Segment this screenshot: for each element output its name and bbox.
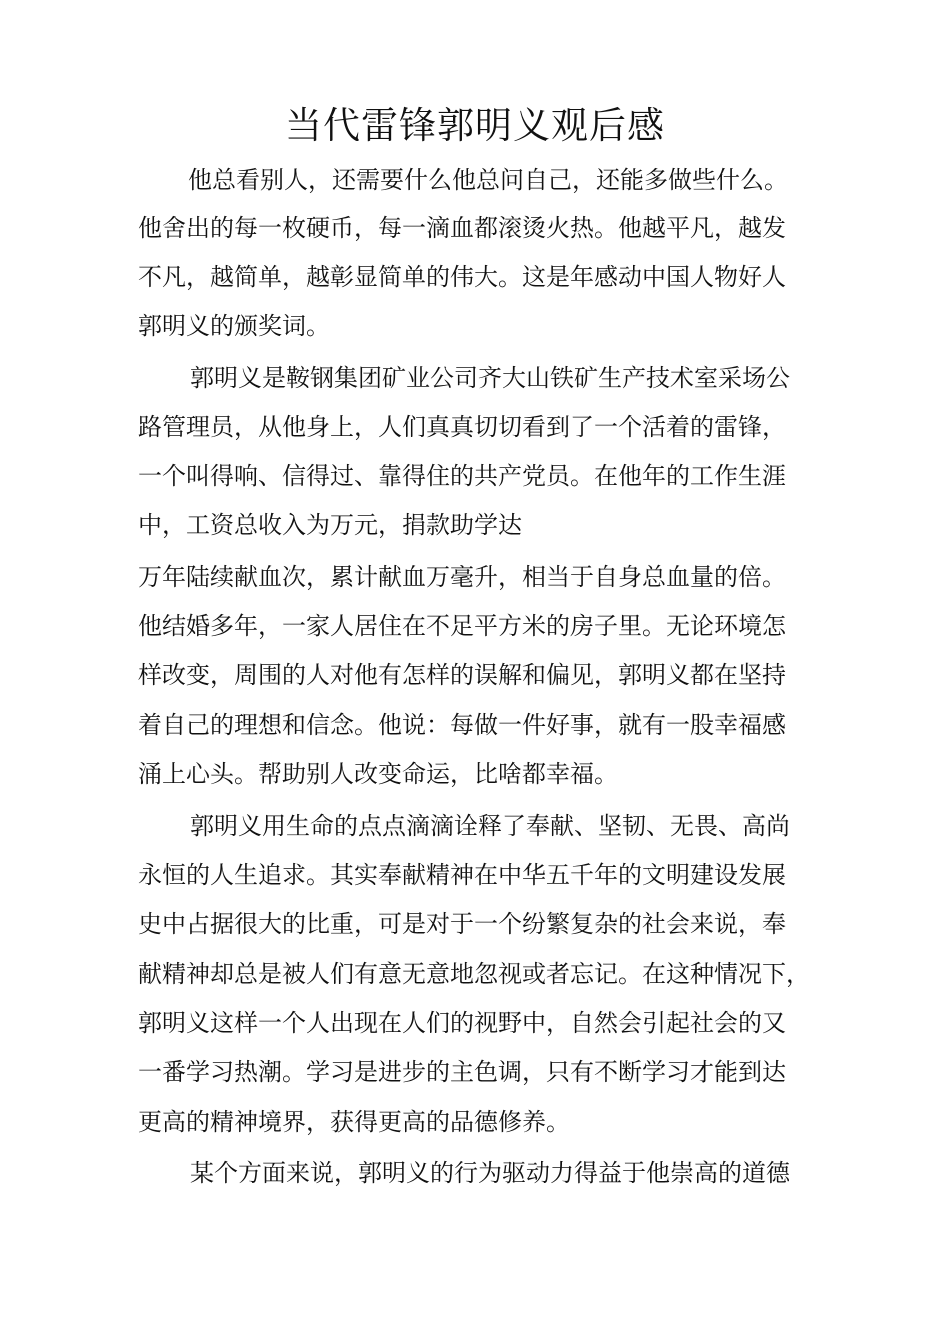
text-line-12: 着自己的理想和信念。他说：每做一件好事，就有一股幸福感 [138, 711, 786, 739]
text-line-17: 献精神却总是被人们有意无意地忽视或者忘记。在这种情况下， [138, 960, 810, 988]
text-line-16: 史中占据很大的比重，可是对于一个纷繁复杂的社会来说，奉 [138, 910, 786, 938]
text-line-10: 他结婚多年，一家人居住在不足平方米的房子里。无论环境怎 [138, 612, 786, 640]
text-line-14: 郭明义用生命的点点滴滴诠释了奉献、坚韧、无畏、高尚 [190, 812, 790, 840]
text-line-5: 郭明义是鞍钢集团矿业公司齐大山铁矿生产技术室采场公 [190, 364, 790, 392]
text-line-6: 路管理员，从他身上，人们真真切切看到了一个活着的雷锋， [138, 413, 786, 441]
text-line-20: 更高的精神境界，获得更高的品德修养。 [138, 1108, 570, 1136]
text-line-8: 中，工资总收入为万元，捐款助学达 [138, 511, 522, 539]
text-line-21: 某个方面来说，郭明义的行为驱动力得益于他崇高的道德 [190, 1159, 790, 1187]
text-line-3: 不凡，越简单，越彰显简单的伟大。这是年感动中国人物好人 [138, 263, 786, 291]
text-line-15: 永恒的人生追求。其实奉献精神在中华五千年的文明建设发展 [138, 861, 786, 889]
text-line-19: 一番学习热潮。学习是进步的主色调，只有不断学习才能到达 [138, 1058, 786, 1086]
text-line-7: 一个叫得响、信得过、靠得住的共产党员。在他年的工作生涯 [138, 462, 786, 490]
text-line-18: 郭明义这样一个人出现在人们的视野中，自然会引起社会的又 [138, 1009, 786, 1037]
text-line-4: 郭明义的颁奖词。 [138, 312, 330, 340]
text-line-13: 涌上心头。帮助别人改变命运，比啥都幸福。 [138, 760, 618, 788]
text-line-2: 他舍出的每一枚硬币，每一滴血都滚烫火热。他越平凡，越发 [138, 214, 786, 242]
text-line-1: 他总看别人，还需要什么他总问自己，还能多做些什么。 [188, 166, 788, 194]
text-line-11: 样改变，周围的人对他有怎样的误解和偏见，郭明义都在坚持 [138, 661, 786, 689]
document-title: 当代雷锋郭明义观后感 [285, 104, 665, 147]
text-line-9: 万年陆续献血次，累计献血万毫升，相当于自身总血量的倍。 [138, 563, 786, 591]
